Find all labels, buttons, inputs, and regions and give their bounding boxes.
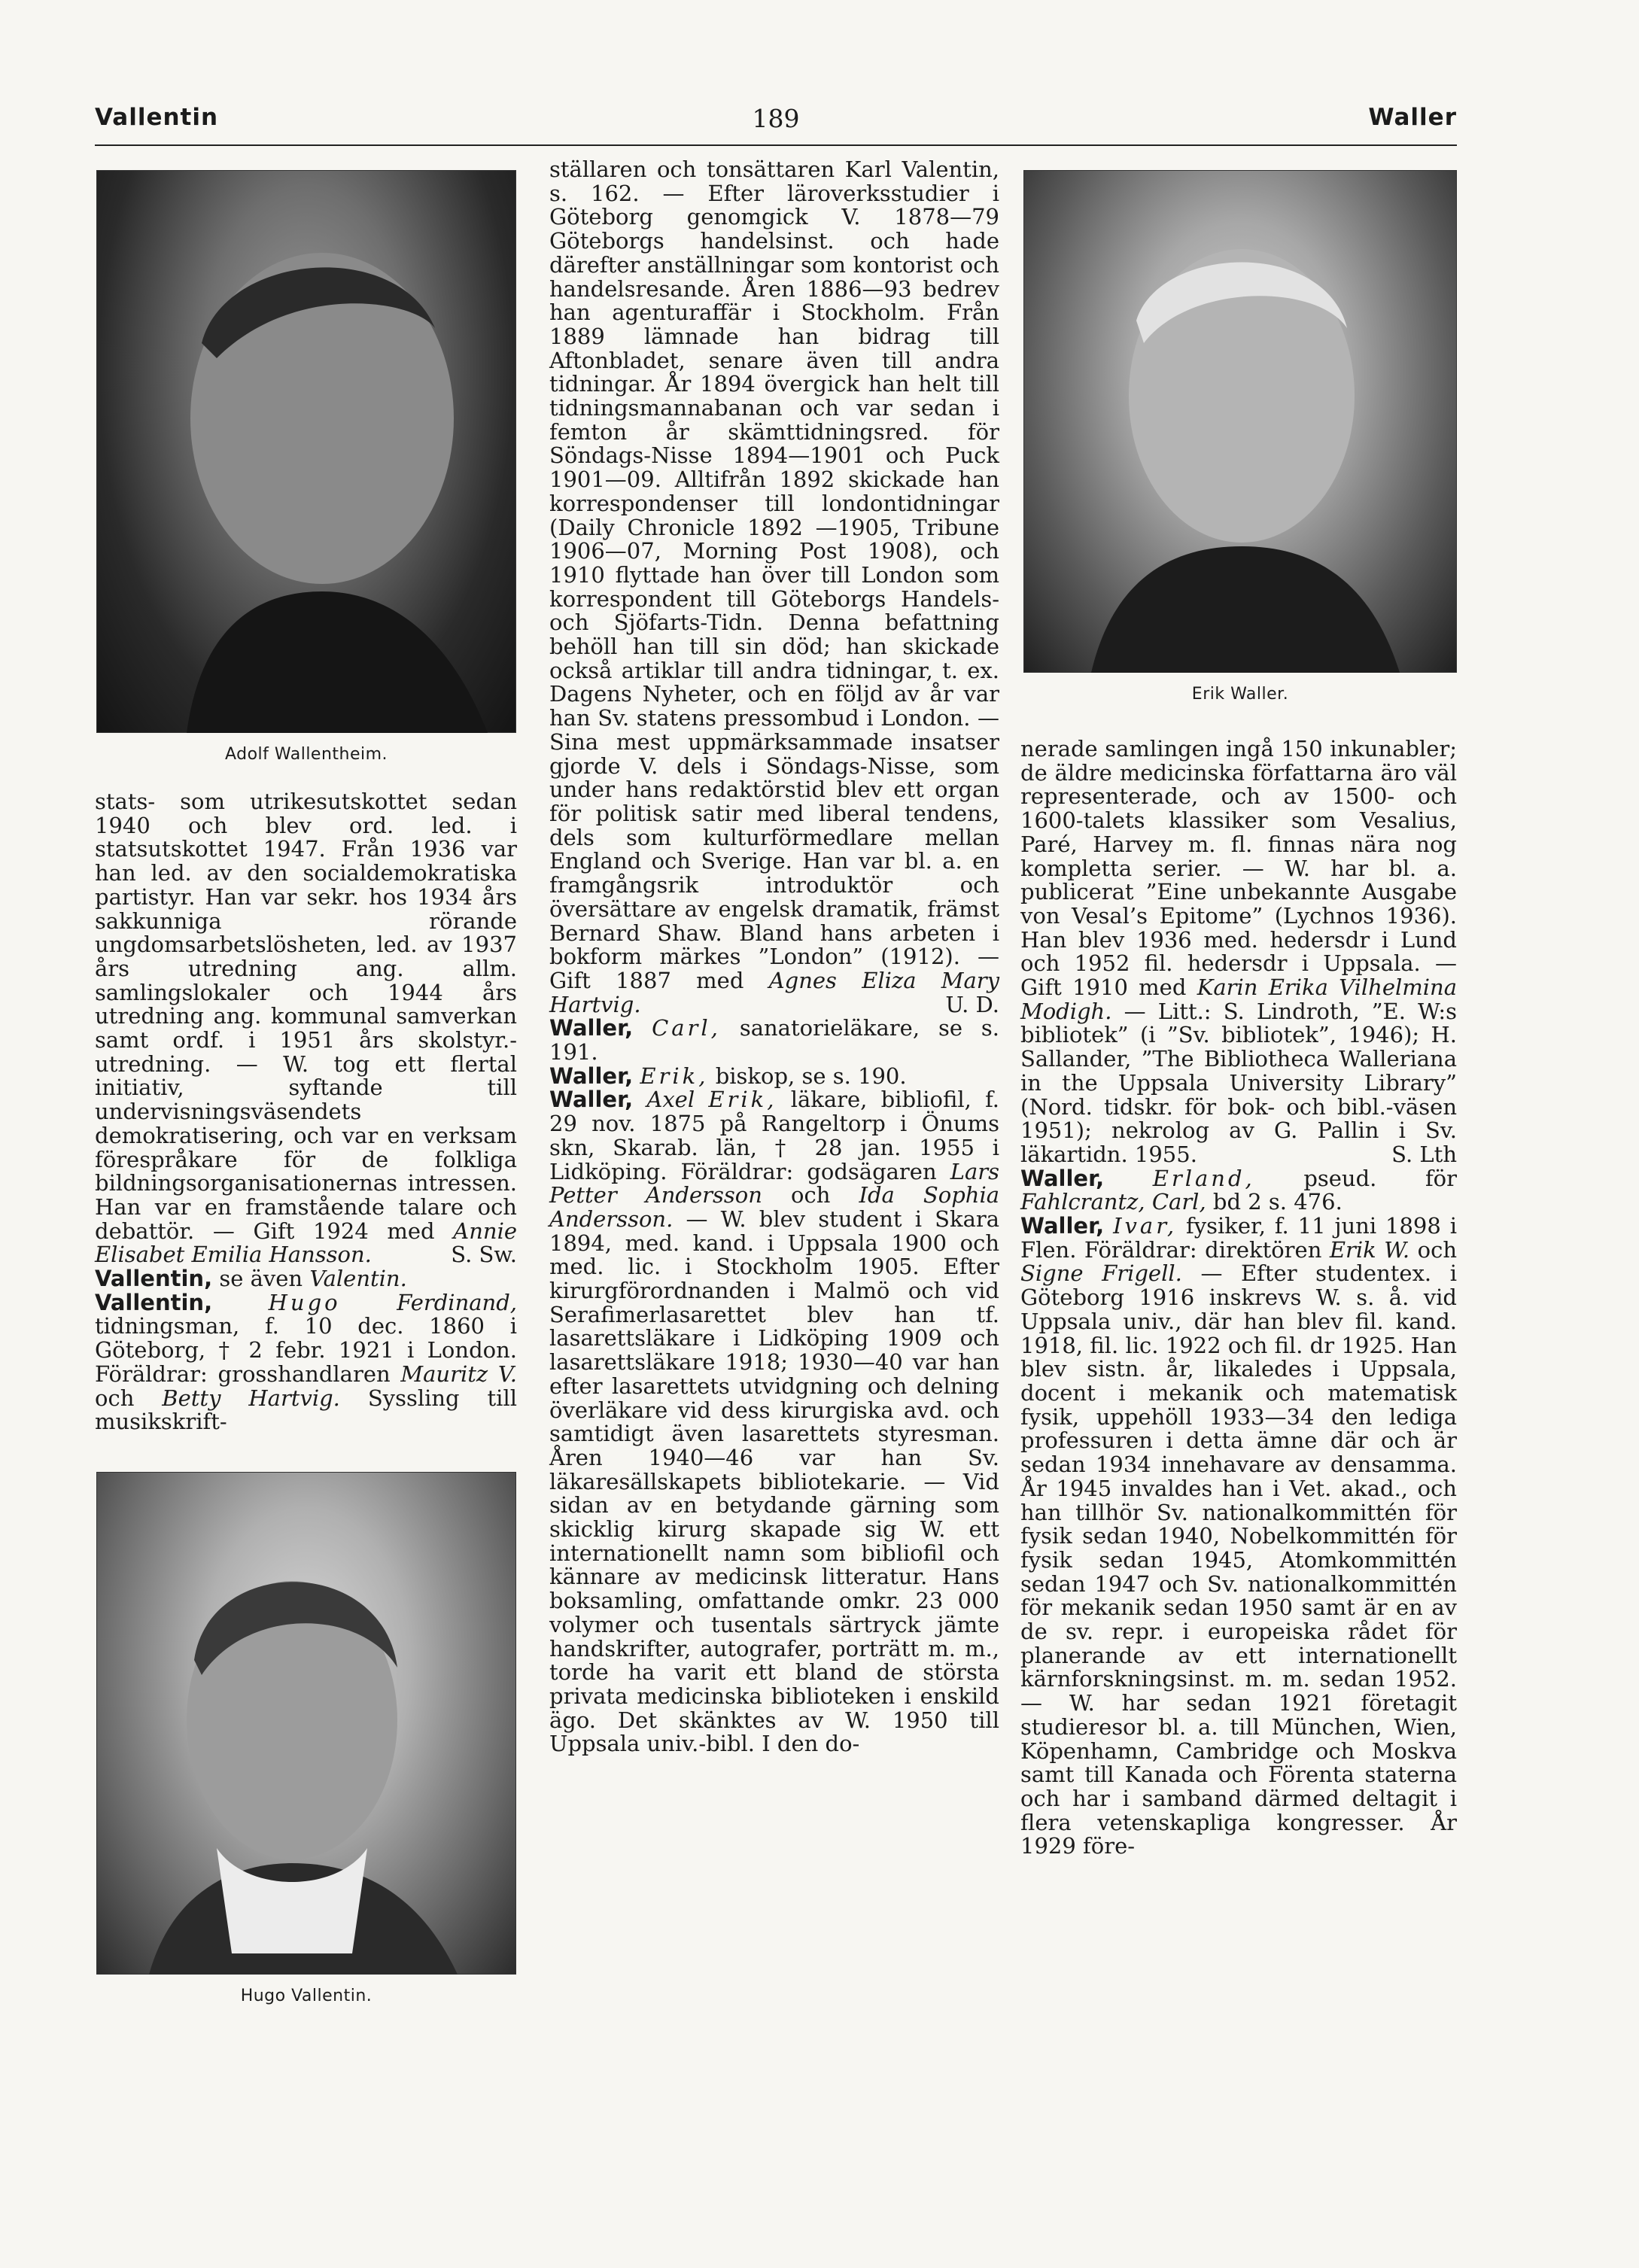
portrait-silhouette [96, 170, 516, 733]
entry-text: läkare, bibliofil, f. 29 nov. 1875 på Rangeltorp i Önums skn, Skarab. län, † 28 jan. 1955 i Lidköping. Föräldrar: godsägaren [549, 1087, 1000, 1184]
entry-axel-erik-waller [549, 1088, 999, 1756]
header-right-word: Waller [1368, 104, 1457, 131]
entry-headword: Vallentin, [95, 1266, 213, 1292]
entry-text: se även [219, 1266, 303, 1292]
entry-headword: Vallentin, [95, 1289, 213, 1315]
caption-erik-waller: Erik Waller. [1191, 685, 1289, 704]
header-left-word: Vallentin [95, 104, 219, 131]
entry-erik-waller-reference [549, 1065, 999, 1089]
spouse-name: Annie Elisabet Emilia Hansson. [95, 1218, 517, 1268]
entry-headword: Waller, [549, 1087, 634, 1113]
running-header [95, 104, 1457, 141]
entry-text: — Efter studentex. i Göteborg 1916 inskrevs W. s. å. vid Uppsala univ., där han blev fil. kand. 1918, fil. lic. 1922 och fil. dr 1925. Han blev sistn. år, likaledes i Uppsala, docent i mekanik och matematisk fysik, uppehöll 1933—34 den lediga professuren i detta ämne där och är sedan 1934 innehavare av densamma. År 1945 invaldes han i Vet. akad., och han tillhör Sv. nationalkommittén för fysik sedan 1940, Nobelkommittén för fysik sedan 1945, Atomkommittén sedan 1947 och Sv. nationalkommittén för mekanik sedan 1950 samt är en av de sv. repr. i europeiska rådet för planerande av ett internationellt kärnforskningsinst. m. m. sedan 1952. — W. har sedan 1921 företagit studieresor bl. a. till München, Wien, Köpenhamn, Cambridge och Moskva samt till Kanada och Förenta staterna och har i samband därmed deltagit i flera vetenskapliga kongresser. År 1929 före- [1020, 1260, 1457, 1859]
given-name: Hugo [268, 1289, 341, 1315]
entry-text: ställaren och tonsättaren Karl Valentin, s. 162. — Efter läroverksstudier i Göteborg genomgick V. 1878—79 Göteborgs handelsinst. och hade därefter anställningar som kontorist och handelsresande. Åren 1886—93 bedrev han agenturaffär i Stockholm. Från 1889 lämnade han bidrag till Aftonbladet, senare även till andra tidningar. År 1894 övergick han helt till tidningsmannabanan och var sedan i femton år skämttidningsred. för Söndags-Nisse 1894—1901 och Puck 1901—09. Alltifrån 1892 skickade han korrespondenser till londontidningar (Daily Chronicle 1892 —1905, Tribune 1906—07, Morning Post 1908), och 1910 flyttade han över till London som korrespondent till Göteborgs Handels- och Sjöfarts-Tidn. Denna befattning behöll han till sin död; han skickade också artiklar till andra tidningar, t. ex. Dagens Nyheter, och en följd av år var han Sv. statens pressombud i London. — Sina mest uppmärksammade insatser gjorde V. dels i Söndags-Nisse, som under hans redaktörstid blev ett organ för politisk satir med liberal tendens, dels som kulturförmedlare mellan England och Sverige. Han var bl. a. en framgångsrik introduktör och översättare av engelsk dramatik, främst Bernard Shaw. Bland hans arbeten i bokform märkes ”London” (1912). — Gift 1887 med [549, 157, 999, 993]
entry-headword: Waller, [1020, 1213, 1105, 1239]
entry-ivar-waller [1020, 1215, 1457, 1859]
conjunction: och [95, 1385, 135, 1411]
entry-headword: Waller, [1020, 1165, 1105, 1191]
text-column-1 [95, 790, 517, 1434]
given-name: Erik, [640, 1063, 709, 1089]
entry-vallentin-reference [95, 1267, 517, 1291]
entry-carl-waller-reference [549, 1017, 999, 1064]
portrait-photo-hugo-vallentin [96, 1472, 516, 1975]
caption-wallentheim: Adolf Wallentheim. [224, 745, 388, 764]
header-rule [95, 144, 1457, 146]
entry-wallentheim-continued [95, 790, 517, 1267]
entry-text: sanatorieläkare, se s. 191. [549, 1015, 1000, 1066]
author-signature: S. Lth [1391, 1141, 1457, 1167]
spouse-name: Karin Erika Vilhelmina Modigh. [1020, 974, 1458, 1024]
portrait-photo-erik-waller [1023, 170, 1457, 673]
mother-name: Ida Sophia Andersson. [549, 1182, 1000, 1232]
entry-text: biskop, se s. 190. [715, 1063, 907, 1089]
entry-text: tidningsman, f. 10 dec. 1860 i Göteborg, † 2 febr. 1921 i London. Föräldrar: grosshandlaren [95, 1313, 517, 1387]
text-column-3 [1020, 737, 1457, 1859]
father-name: Lars Petter Andersson [549, 1158, 999, 1208]
given-name: Erland, [1152, 1165, 1255, 1191]
entry-erland-waller [1020, 1167, 1457, 1215]
mother-name: Betty Hartvig. [162, 1385, 340, 1411]
middle-name: Ferdinand, [397, 1289, 518, 1315]
given-name: Erik, [708, 1087, 777, 1113]
given-name: Carl, [652, 1015, 721, 1041]
page-number: 189 [752, 104, 800, 133]
caption-hugo-vallentin: Hugo Vallentin. [240, 1987, 372, 2005]
portrait-silhouette [96, 1472, 516, 1975]
father-name: Erik W. [1329, 1236, 1410, 1263]
portrait-silhouette [1023, 170, 1457, 673]
spouse-name: Agnes Eliza Mary Hartvig. [549, 967, 1000, 1017]
author-signature: S. Sw. [451, 1242, 517, 1268]
mother-name: Signe Frigell. [1020, 1260, 1182, 1287]
author-signature: U. D. [945, 991, 999, 1017]
cross-reference: Fahlcrantz, Carl, [1020, 1189, 1206, 1215]
given-name: Ivar, [1113, 1213, 1178, 1239]
entry-text: stats- som utrikesutskottet sedan 1940 och blev ord. led. i statsutskottet 1947. Från 1936 var han led. av den socialdemokratiska partistyr. Han var sekr. hos 1934 års sakkunniga rörande ungdomsarbetslösheten, led. av 1937 års utredning ang. allm. samlingslokaler och 1944 års utredning ang. kommunal samverkan samt ordf. i 1951 års skolstyr.-utredning. — W. tog ett flertal initiativ, syftande till undervisningsväsendets demokratisering, och var en verksam förespråkare för de folkliga bildningsorganisationernas intressen. Han var en framstående talare och debattör. — Gift 1924 med [95, 789, 517, 1244]
entry-headword: Waller, [549, 1063, 634, 1089]
entry-text: pseud. för [1303, 1165, 1458, 1191]
father-name: Mauritz V. [400, 1360, 517, 1387]
conjunction: och [791, 1182, 831, 1208]
conjunction: och [1417, 1236, 1458, 1263]
entry-text: — W. blev student i Skara 1894, med. kand. i Uppsala 1900 och med. lic. i Stockholm 1905. Efter kirurgförordnanden i Malmö och vid Serafimerlasarettet blev han tf. lasarettsläkare i Lidköping 1909 och lasarettsläkare 1918; 1930—40 var han efter lasarettets utvidgning och delning överläkare vid dess kirurgiska avd. och samtidigt även lasarettets styresman. Åren 1940—46 var han Sv. läkaresällskapets bibliotekarie. — Vid sidan av en betydande gärning som skicklig kirurg skapade sig W. ett internationellt namn som bibliofil och kännare av medicinsk litteratur. Hans boksamling, omfattande omkr. 23 000 volymer och tusentals särtryck jämte handskrifter, autografer, porträtt m. m., torde ha varit ett bland de största privata medicinska biblioteken i enskild ägo. Det skänktes av W. 1950 till Uppsala univ.-bibl. I den do- [549, 1205, 1000, 1757]
entry-text: — Litt.: S. Lindroth, ”E. W:s bibliotek” (i ”Sv. bibliotek”, 1946); H. Sallander, ”The Bibliotheca Walleriana in the Uppsala University Library” (Nord. tidskr. för bok- och bibl.-väsen 1951); nekrolog av G. Pallin i Sv. läkartidn. 1955. [1020, 998, 1458, 1167]
entry-text: nerade samlingen ingå 150 inkunabler; de äldre medicinska författarna äro väl representerade, och av 1500- och 1600-talets klassiker som Vesalius, Paré, Harvey m. fl. finnas nära nog kompletta serier. — W. har bl. a. publicerat ”Eine unbekannte Ausgabe von Vesal’s Epitome” (Lychnos 1936). Han blev 1936 med. hedersdr i Lund och 1952 fil. hedersdr i Uppsala. — Gift 1910 med [1020, 736, 1457, 1001]
entry-hugo-vallentin-continued [549, 158, 999, 1017]
entry-text: fysiker, f. 11 juni 1898 i Flen. Föräldrar: direktören [1020, 1213, 1458, 1263]
text-column-2 [549, 158, 999, 1756]
entry-text: bd 2 s. 476. [1212, 1189, 1343, 1215]
entry-axel-erik-waller-continued [1020, 737, 1457, 1167]
entry-text: Syssling till musikskrift- [95, 1385, 517, 1435]
entry-headword: Waller, [549, 1015, 634, 1041]
entry-hugo-vallentin [95, 1291, 517, 1434]
first-name: Axel [646, 1087, 695, 1113]
portrait-photo-wallentheim [96, 170, 516, 733]
cross-reference: Valentin. [309, 1266, 407, 1292]
